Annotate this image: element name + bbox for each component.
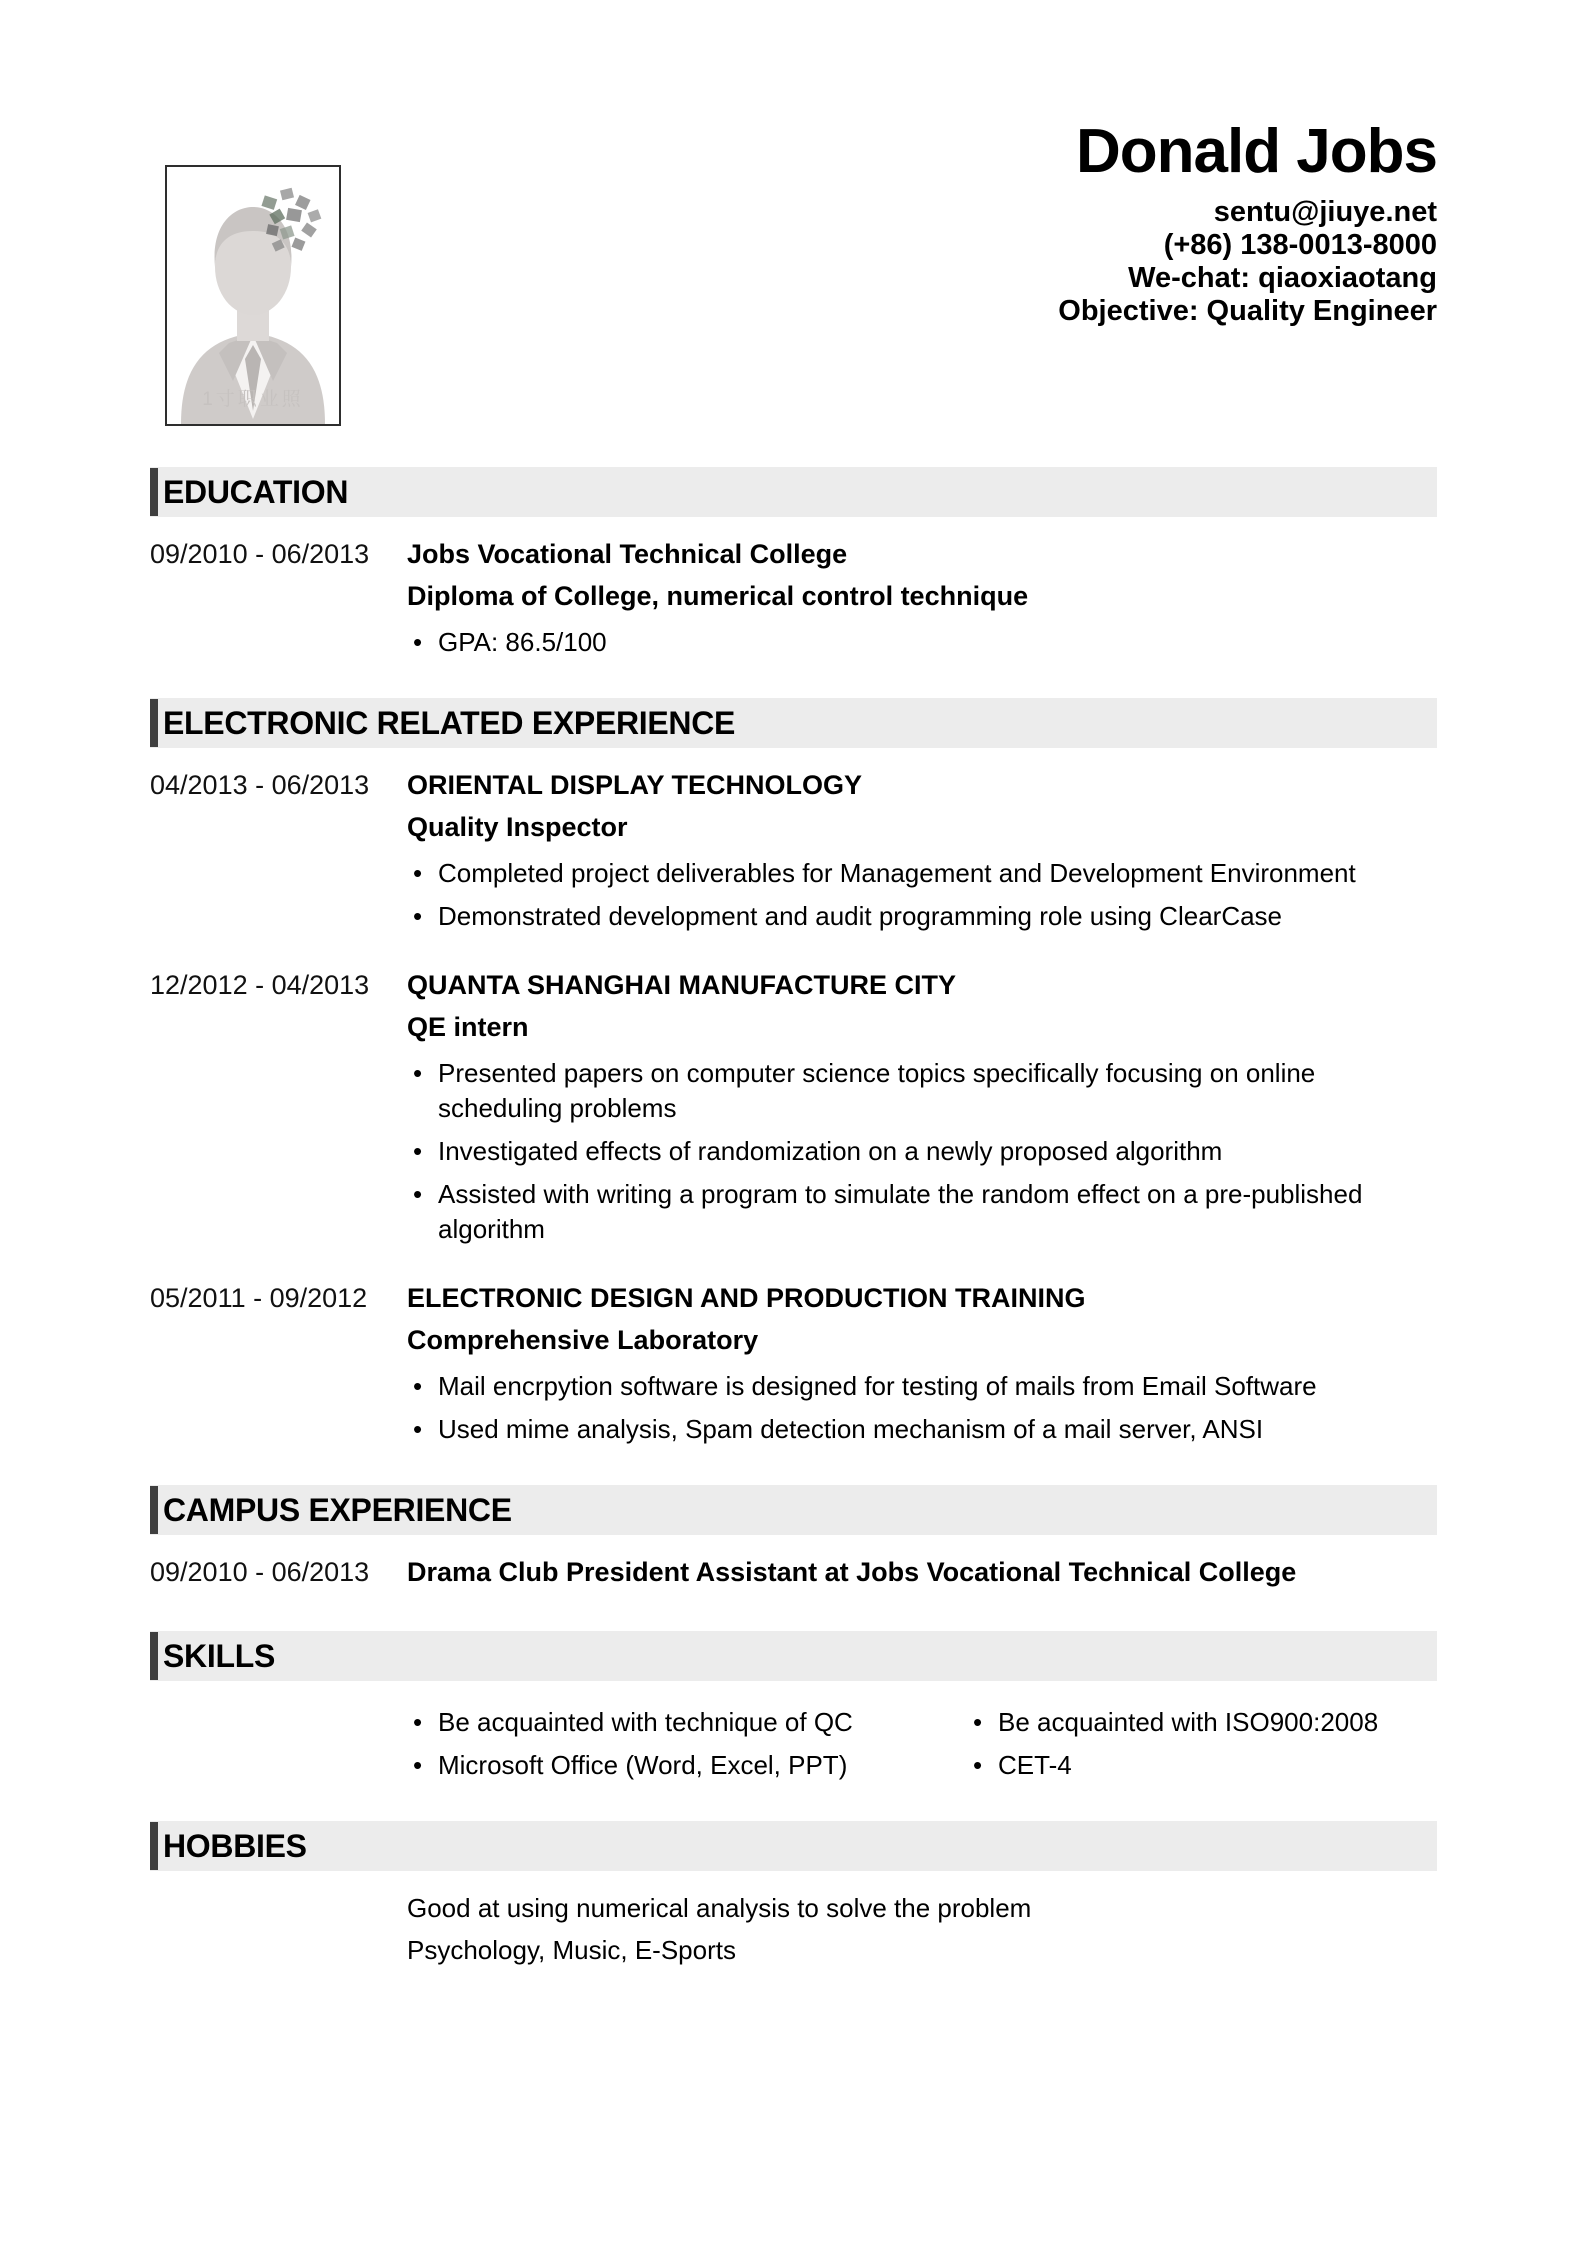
entry-title: QUANTA SHANGHAI MANUFACTURE CITY	[407, 970, 956, 1000]
entry-bullets	[407, 625, 1437, 660]
section-title: HOBBIES	[163, 1827, 307, 1864]
hobby-line: Good at using numerical analysis to solve the problem	[407, 1893, 1032, 1923]
entry-dates-empty	[150, 1697, 407, 1783]
experience-entry	[150, 764, 1437, 934]
skill-item: • Be acquainted with technique of QC	[407, 1705, 967, 1740]
experience-entry	[150, 1277, 1437, 1447]
resume-content	[0, 467, 1587, 1971]
person-silhouette-icon	[167, 167, 339, 424]
section-experience	[150, 698, 1437, 1447]
bullet-item: • GPA: 86.5/100	[407, 625, 1437, 660]
entry-dates: 09/2010 - 06/2013	[150, 1557, 370, 1587]
section-header-experience	[150, 698, 1437, 748]
skill-item: • CET-4	[967, 1748, 1437, 1783]
contact-block	[1058, 117, 1437, 328]
entry-dates-empty	[150, 1887, 407, 1971]
section-header-education	[150, 467, 1437, 517]
entry-bullets	[407, 856, 1437, 934]
bullet-item: • Assisted with writing a program to simulate the random effect on a pre-published algorithm	[407, 1177, 1437, 1247]
entry-title: Drama Club President Assistant at Jobs Vocational Technical College	[407, 1557, 1297, 1587]
entry-subtitle: QE intern	[407, 1012, 529, 1042]
skills-entry	[150, 1697, 1437, 1783]
section-campus	[150, 1485, 1437, 1593]
objective-text: Objective: Quality Engineer	[1058, 295, 1437, 327]
phone-text: (+86) 138-0013-8000	[1163, 229, 1437, 261]
entry-subtitle: Quality Inspector	[407, 812, 628, 842]
section-header-hobbies	[150, 1821, 1437, 1871]
candidate-name: Donald Jobs	[1075, 117, 1437, 186]
section-skills	[150, 1631, 1437, 1783]
entry-bullets	[407, 1369, 1437, 1447]
bullet-item: • Mail encrpytion software is designed for testing of mails from Email Software	[407, 1369, 1437, 1404]
email-text: sentu@jiuye.net	[1213, 196, 1437, 228]
section-title: EDUCATION	[163, 473, 349, 510]
skills-column-1	[407, 1697, 967, 1783]
hobby-line: Psychology, Music, E-Sports	[407, 1935, 736, 1965]
entry-dates: 09/2010 - 06/2013	[150, 539, 370, 569]
bullet-item: • Investigated effects of randomization on a newly proposed algorithm	[407, 1134, 1437, 1169]
bullet-item: • Presented papers on computer science topics specifically focusing on online scheduling problems	[407, 1056, 1437, 1126]
bullet-item: • Demonstrated development and audit programming role using ClearCase	[407, 899, 1437, 934]
experience-entry	[150, 964, 1437, 1247]
bullet-item: • Used mime analysis, Spam detection mechanism of a mail server, ANSI	[407, 1412, 1437, 1447]
section-education	[150, 467, 1437, 660]
entry-subtitle: Diploma of College, numerical control technique	[407, 581, 1029, 611]
section-header-campus	[150, 1485, 1437, 1535]
resume-header	[0, 0, 1587, 467]
section-title: CAMPUS EXPERIENCE	[163, 1491, 512, 1528]
entry-dates: 04/2013 - 06/2013	[150, 770, 370, 800]
bullet-item: • Completed project deliverables for Management and Development Environment	[407, 856, 1437, 891]
entry-title: Jobs Vocational Technical College	[407, 539, 848, 569]
entry-bullets	[407, 1056, 1437, 1247]
section-header-skills	[150, 1631, 1437, 1681]
hobbies-entry	[150, 1887, 1437, 1971]
entry-subtitle: Comprehensive Laboratory	[407, 1325, 759, 1355]
entry-title: ELECTRONIC DESIGN AND PRODUCTION TRAINING	[407, 1283, 1086, 1313]
section-title: ELECTRONIC RELATED EXPERIENCE	[163, 704, 736, 741]
profile-photo-placeholder	[165, 165, 341, 426]
skill-item: • Be acquainted with ISO900:2008	[967, 1705, 1437, 1740]
wechat-text: We-chat: qiaoxiaotang	[1128, 262, 1437, 294]
education-entry	[150, 533, 1437, 660]
skills-column-2	[967, 1697, 1437, 1783]
skill-item: • Microsoft Office (Word, Excel, PPT)	[407, 1748, 967, 1783]
entry-dates: 12/2012 - 04/2013	[150, 970, 370, 1000]
entry-dates: 05/2011 - 09/2012	[150, 1283, 368, 1313]
photo-watermark-text: 1寸职业照	[202, 389, 304, 410]
section-hobbies	[150, 1821, 1437, 1971]
section-title: SKILLS	[163, 1637, 275, 1674]
campus-entry	[150, 1551, 1437, 1593]
entry-title: ORIENTAL DISPLAY TECHNOLOGY	[407, 770, 863, 800]
